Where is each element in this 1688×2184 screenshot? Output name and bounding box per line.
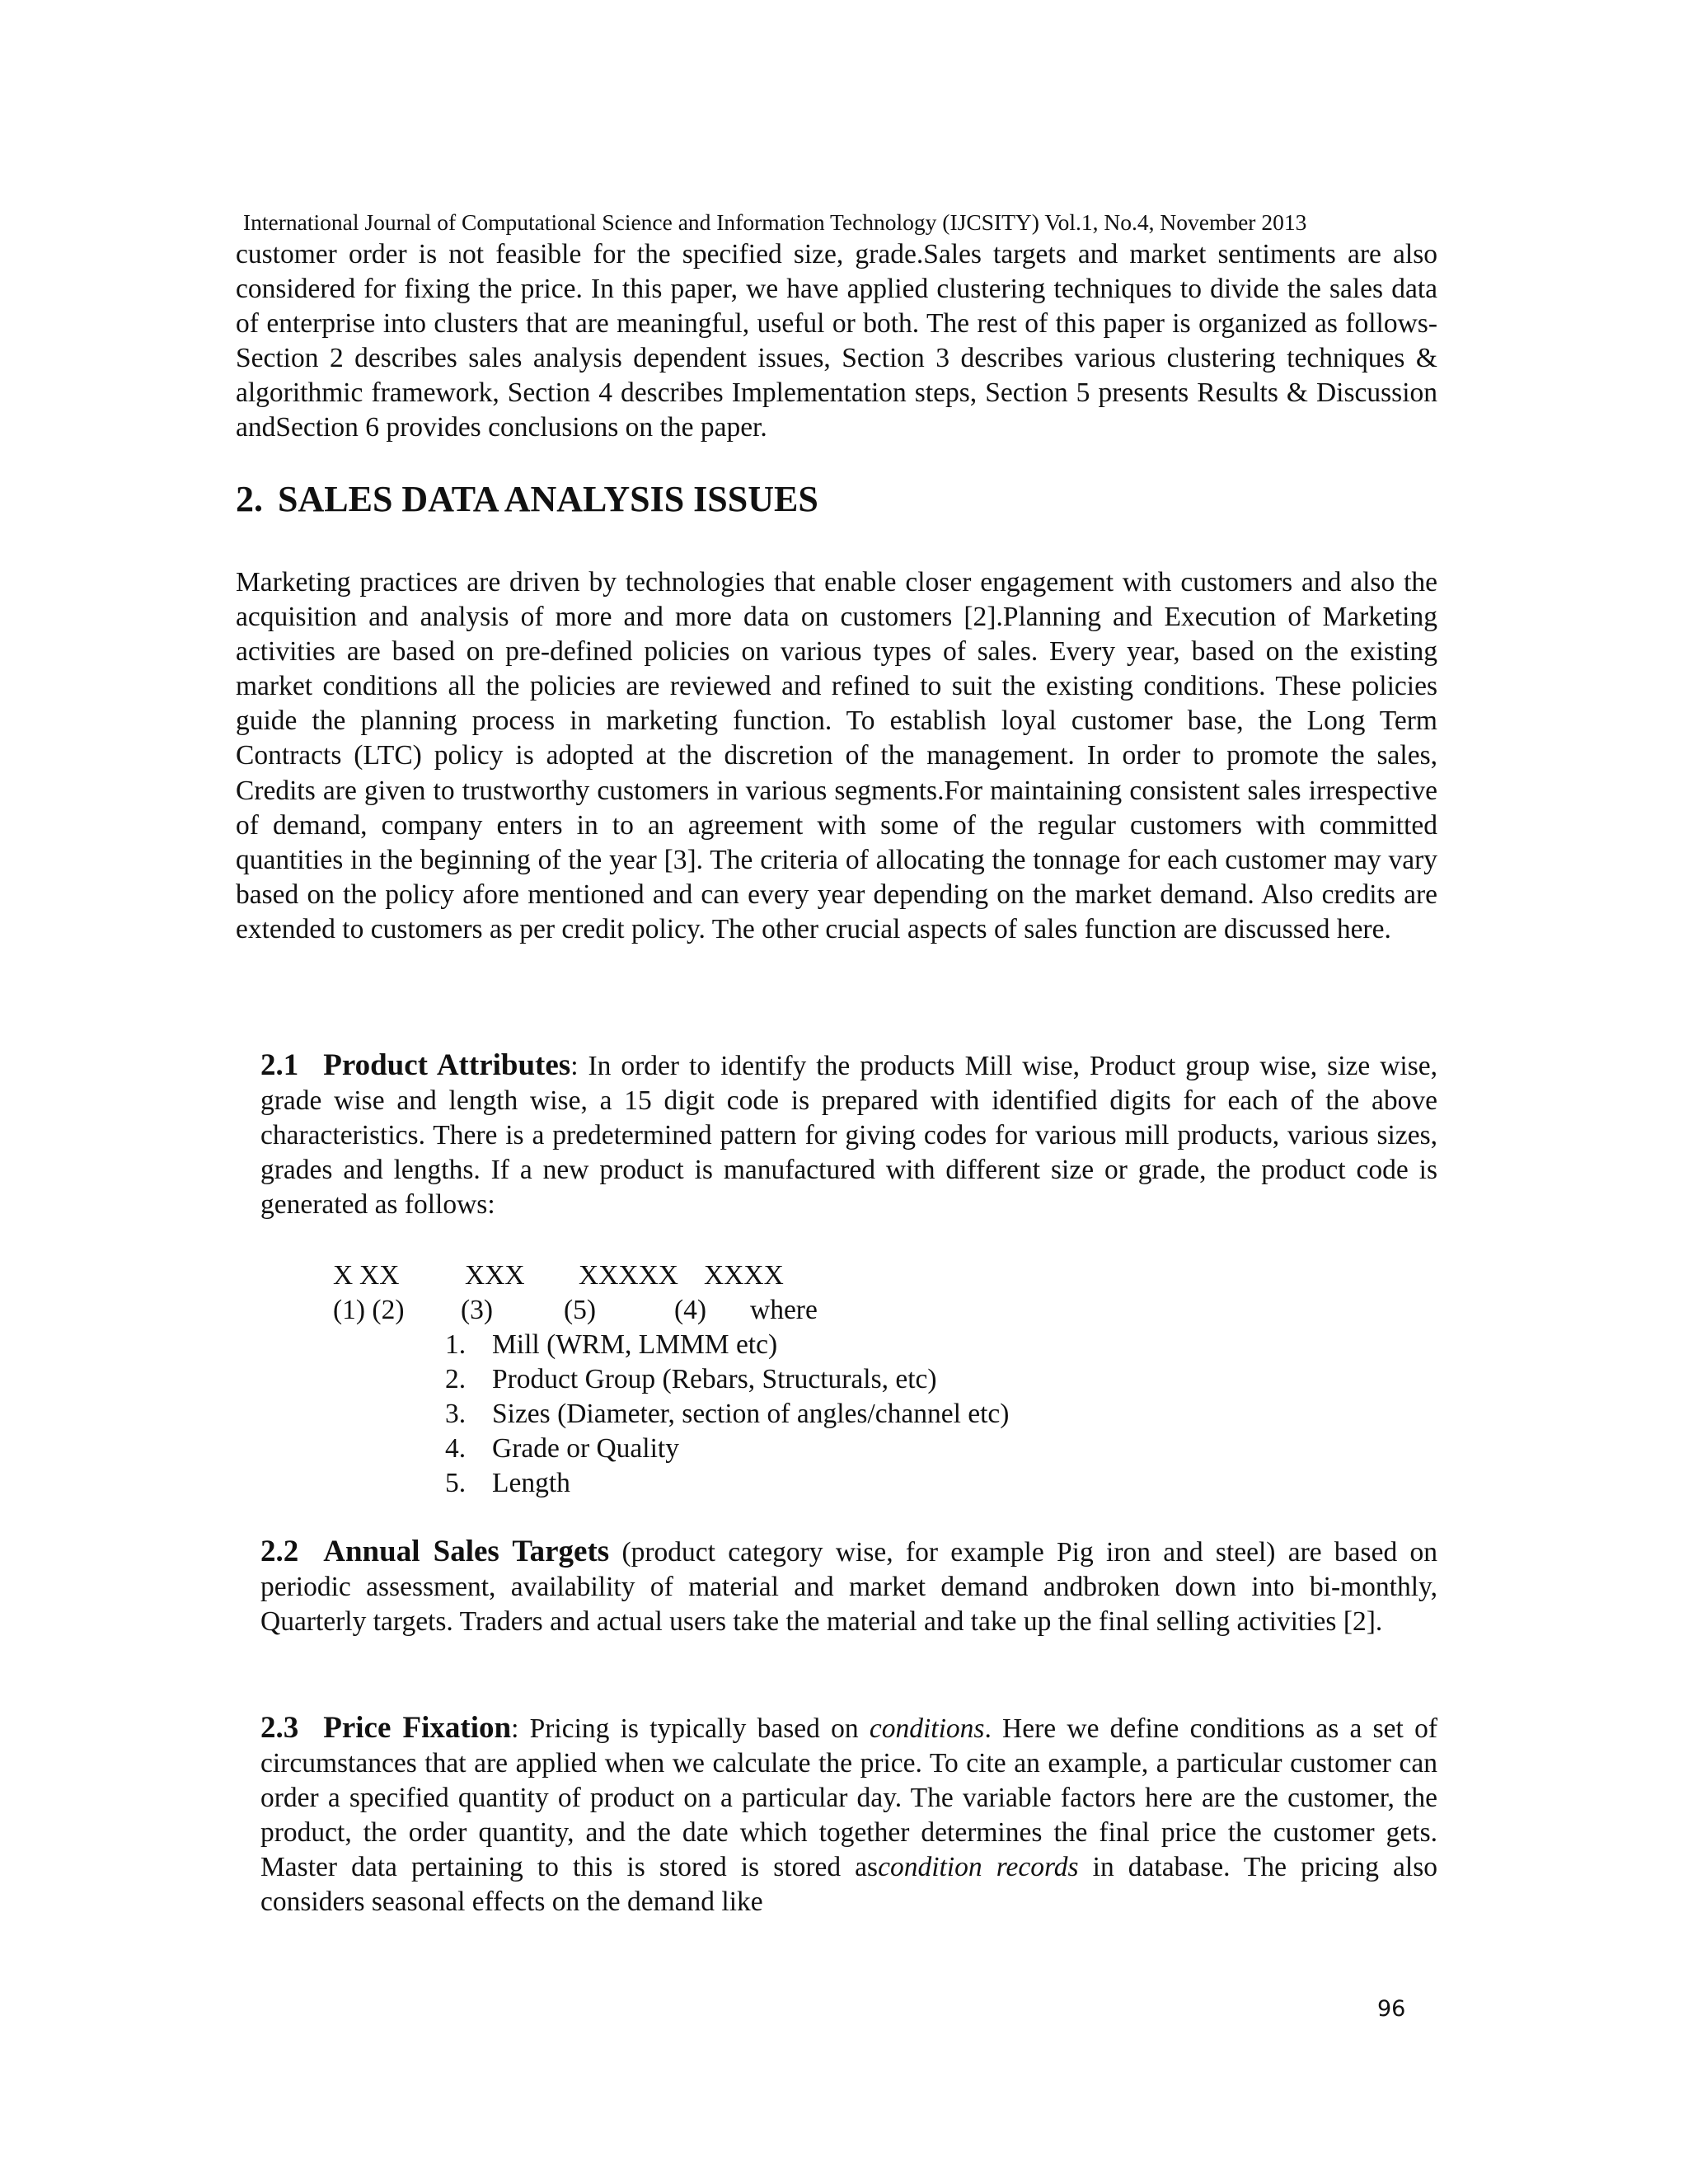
subsection-number: 2.1 (260, 1048, 299, 1082)
code-segment: X (333, 1260, 354, 1291)
list-label: Grade or Quality (492, 1433, 679, 1464)
code-segment: XXXXX (579, 1260, 678, 1291)
section-2-heading (236, 476, 818, 523)
list-label: Length (492, 1468, 570, 1498)
list-item (445, 1432, 1009, 1466)
marketing-paragraph: Marketing practices are driven by technologies that enable closer engagement with customers and also the acquisition and analysis of more and more data on customers [2].Planning and Execution of Marketing activities are based on pre-defined policies on various types of sales. Every year, based on the existing market conditions all the policies are reviewed and refined to suit the existing conditions. These policies guide the planning process in marketing function. To establish loyal customer base, the Long Term Contracts (LTC) policy is adopted at the discretion of the management. In order to promote the sales, Credits are given to trustworthy customers in various segments.For maintaining consistent sales irrespective of demand, company enters in to an agreement with some of the regular customers with committed quantities in the beginning of the year [3]. The criteria of allocating the tonnage for each customer may vary based on the policy afore mentioned and can every year depending on the market demand. Also credits are extended to customers as per credit policy. The other crucial aspects of sales function are discussed here. (236, 567, 1437, 944)
subsection-title: Price Fixation (323, 1711, 512, 1745)
emphasis-term: condition records (878, 1852, 1079, 1883)
list-item (445, 1362, 1009, 1397)
code-position: (3) (461, 1295, 494, 1325)
list-number: 2. (445, 1364, 467, 1394)
list-number: 4. (445, 1433, 467, 1464)
code-position: (4) (674, 1295, 707, 1325)
list-label: Mill (WRM, LMMM etc) (492, 1329, 778, 1360)
subsection-text: . Here we define conditions as a set of circumstances that are applied when we calculate the price. To cite an example, a particular customer can order a specified quantity of product on a particular day. The variable factors here are the customer, the product, the order quantity, and the date which together determines the final price the customer gets. Master data pertaining to this is stored is stored as (260, 1713, 1437, 1883)
list-item (445, 1397, 1009, 1432)
list-label: Sizes (Diameter, section of angles/channel etc) (492, 1399, 1010, 1429)
subsection-text: (product category wise, for example Pig iron and steel) are based on periodic assessment, availability of material and market demand andbroken down into bi-monthly, Quarterly targets. Traders and actual users take the material and take up the final selling activities [2]. (260, 1537, 1437, 1638)
subsection-2-2 (260, 1535, 1437, 1639)
subsection-number: 2.2 (260, 1535, 299, 1568)
list-number: 5. (445, 1468, 467, 1498)
subsection-title: Product Attributes (323, 1048, 571, 1082)
journal-header: International Journal of Computational Science and Information Technology (IJCSITY) Vol.1, No.4, November 2013 (243, 209, 1307, 235)
code-segment: XXX (465, 1260, 525, 1291)
section-title: SALES DATA ANALYSIS ISSUES (278, 479, 818, 519)
subsection-text: in database. The pricing also considers seasonal effects on the demand like (260, 1852, 1437, 1918)
list-number: 3. (445, 1399, 467, 1429)
page-number: 96 (1377, 1996, 1406, 2022)
subsection-text: : In order to identify the products Mill wise, Product group wise, size wise, grade wise and length wise, a 15 digit code is prepared with identified digits for each of the above characteristics. There is a predetermined pattern for giving codes for various mill products, various sizes, grades and lengths. If a new product is manufactured with different size or grade, the product code is generated as follows: (260, 1051, 1438, 1221)
code-segment: XXXX (704, 1260, 784, 1291)
subsection-2-1 (260, 1048, 1437, 1222)
section-number: 2. (236, 479, 263, 519)
list-item (445, 1328, 1009, 1362)
subsection-2-3 (260, 1711, 1437, 1920)
subsection-title: Annual Sales Targets (323, 1535, 610, 1568)
list-label: Product Group (Rebars, Structurals, etc) (492, 1364, 937, 1394)
list-number: 1. (445, 1329, 467, 1360)
emphasis-term: conditions (869, 1713, 985, 1744)
code-segment: XX (359, 1260, 400, 1291)
subsection-text: : Pricing is typically based on (511, 1713, 870, 1744)
code-position: where (750, 1295, 818, 1325)
subsection-number: 2.3 (260, 1711, 299, 1745)
code-components-list (445, 1328, 1009, 1501)
code-position: (5) (564, 1295, 597, 1325)
code-position: (1) (2) (333, 1295, 405, 1325)
list-item (445, 1466, 1009, 1501)
intro-paragraph: customer order is not feasible for the specified size, grade.Sales targets and market sentiments are also considered for fixing the price. In this paper, we have applied clustering techniques to divide the sales data of enterprise into clusters that are meaningful, useful or both. The rest of this paper is organized as follows- Section 2 describes sales analysis dependent issues, Section 3 describes various clustering techniques & algorithmic framework, Section 4 describes Implementation steps, Section 5 presents Results & Discussion andSection 6 provides conclusions on the paper. (236, 239, 1437, 443)
